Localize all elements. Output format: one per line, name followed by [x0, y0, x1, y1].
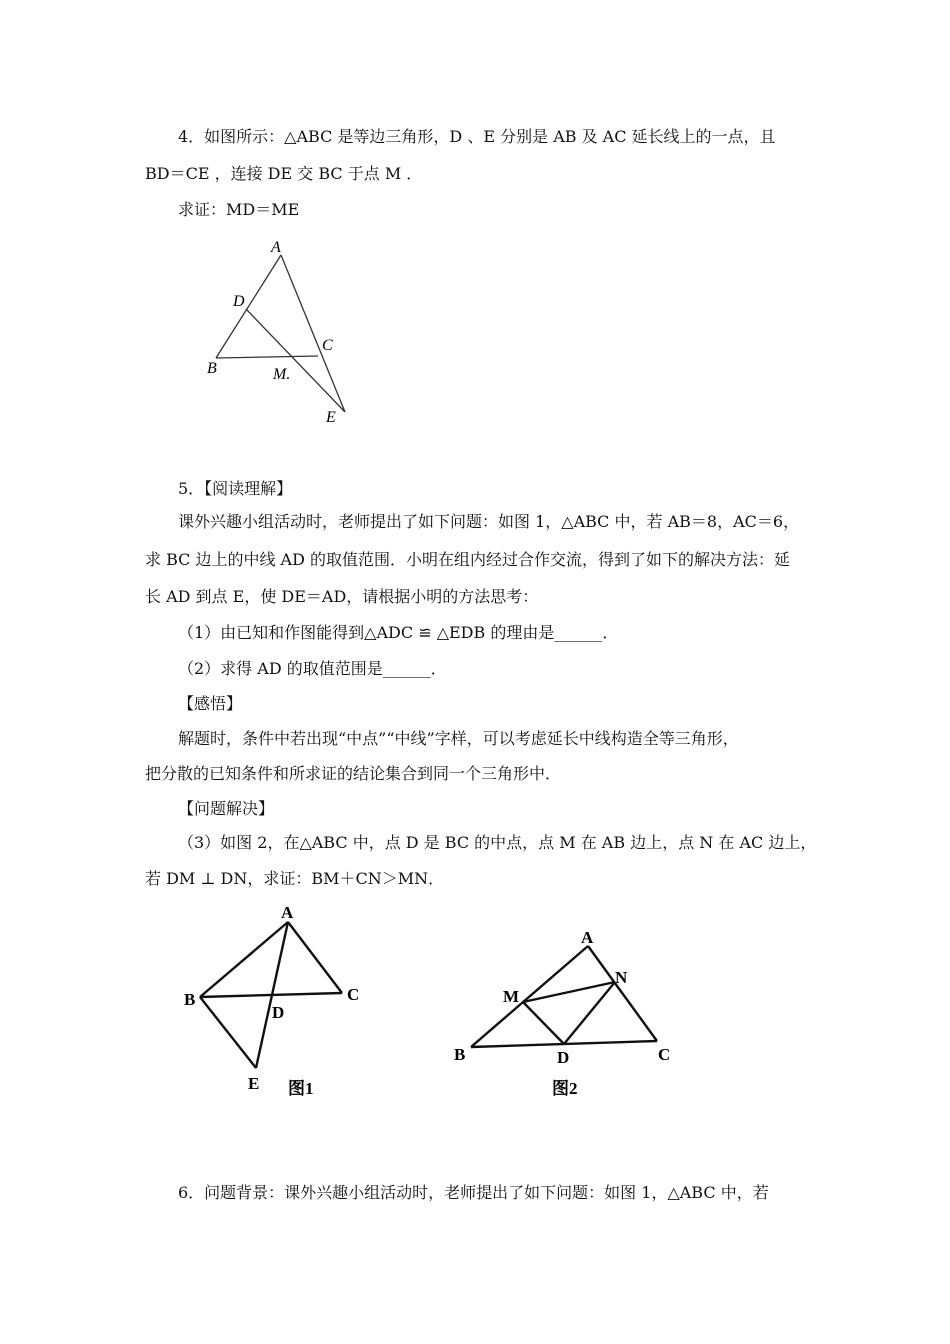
q5-s3b: 若 DM ⊥ DN，求证：BM＋CN＞MN． [145, 869, 445, 888]
q4-line3: 求证：MD＝ME [178, 200, 300, 219]
fig2-label-a: A [581, 928, 594, 947]
q5-p2: 求 BC 边上的中线 AD 的取值范围．小明在组内经过合作交流，得到了如下的解决方法：延 [145, 550, 791, 569]
q6-line1: 6．问题背景：课外兴趣小组活动时，老师提出了如下问题：如图 1，△ABC 中，若 [178, 1183, 769, 1202]
fig2-label-b: B [454, 1045, 466, 1064]
q5-figure1 [178, 900, 378, 1100]
q5-insight2: 把分散的已知条件和所求证的结论集合到同一个三角形中． [145, 764, 562, 783]
q4-seg-bc [216, 356, 318, 358]
fig2-seg-ac [588, 946, 657, 1041]
fig1-label-e: E [248, 1074, 260, 1093]
q5-insight1: 解题时，条件中若出现“中点”“中线”字样，可以考虑延长中线构造全等三角形， [178, 729, 739, 748]
fig1-label-a: A [281, 903, 294, 922]
q5-title: 5．【阅读理解】 [178, 479, 293, 498]
fig2-seg-ab [471, 946, 588, 1047]
q4-seg-de [246, 309, 345, 412]
fig2-label-n: N [615, 968, 628, 987]
q5-s3a: （3）如图 2，在△ABC 中，点 D 是 BC 的中点，点 M 在 AB 边上，点 N 在 AC 边上， [178, 833, 817, 852]
fig1-seg-be [200, 997, 256, 1068]
q5-s2: （2）求得 AD 的取值范围是______． [178, 659, 447, 678]
q4-label-d: D [233, 293, 245, 310]
fig2-label-c: C [658, 1045, 671, 1064]
fig1-label-b: B [184, 990, 196, 1009]
q4-label-m: M. [273, 366, 291, 383]
q4-label-b: B [207, 360, 217, 377]
q5-p1: 课外兴趣小组活动时，老师提出了如下问题：如图 1，△ABC 中，若 AB＝8，AC＝6， [178, 512, 800, 531]
q5-insight-title: 【感悟】 [178, 694, 243, 713]
fig2-label-m: M [503, 987, 520, 1006]
q4-line2: BD＝CE ，连接 DE 交 BC 于点 M ． [145, 164, 423, 183]
q4-label-e: E [326, 409, 336, 426]
q4-seg-ae [281, 255, 345, 412]
q5-p3: 长 AD 到点 E，使 DE＝AD，请根据小明的方法思考： [145, 587, 539, 606]
q5-s1: （1）由已知和作图能得到△ADC ≌ △EDB 的理由是______． [178, 623, 619, 642]
q5-figure2 [450, 925, 680, 1100]
fig2-label-d: D [557, 1048, 570, 1067]
fig1-label-c: C [347, 985, 360, 1004]
fig2-seg-md [523, 1002, 564, 1044]
fig2-caption: 图2 [552, 1079, 578, 1098]
q4-label-a: A [271, 239, 281, 256]
q4-label-c: C [322, 337, 333, 354]
q4-line1: 4．如图所示：△ABC 是等边三角形，D 、E 分别是 AB 及 AC 延长线上的一点，且 [178, 127, 776, 146]
q4-seg-ab [216, 255, 281, 358]
q5-solve-title: 【问题解决】 [178, 799, 275, 818]
q4-figure [195, 235, 365, 435]
fig1-seg-ac [288, 922, 342, 993]
fig1-caption: 图1 [288, 1079, 314, 1098]
fig1-label-d: D [272, 1003, 285, 1022]
